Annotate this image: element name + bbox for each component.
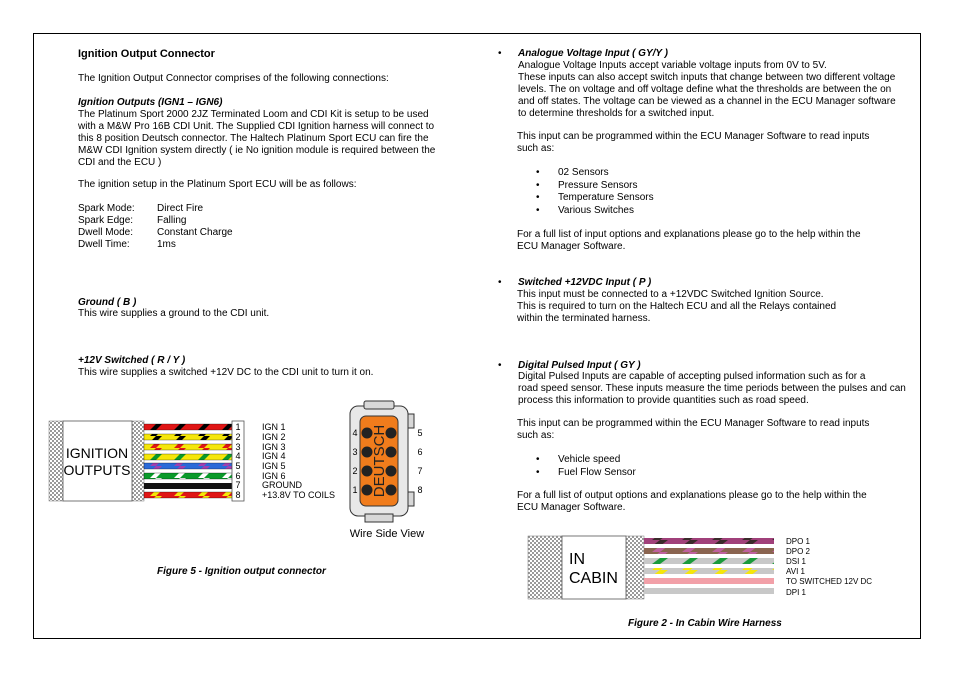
wire-label: IGN 5	[262, 461, 286, 471]
wire-label: DSI 1	[786, 557, 807, 566]
ignition-outputs-block	[63, 421, 132, 501]
digital-program-text	[517, 418, 869, 442]
wire-label: GROUND	[262, 480, 302, 490]
wire-label: IGN 2	[262, 432, 286, 442]
list-item-label: Various Switches	[558, 205, 634, 217]
wire-label: TO SWITCHED 12V DC	[786, 577, 873, 586]
setting-value: Direct Fire	[157, 203, 204, 214]
list-item-label: Pressure Sensors	[558, 179, 638, 191]
setting-label: Dwell Time:	[78, 239, 130, 250]
wire-ign3	[144, 444, 232, 450]
text-line: this 8 position Deutsch connector. The Haltech Platinum Sport ECU can fire the	[78, 133, 429, 144]
text-line: within the terminated harness.	[517, 313, 651, 324]
wire-dsi1	[644, 558, 774, 564]
wire-ign5	[144, 463, 232, 469]
bullet: •	[536, 179, 540, 191]
pin-number: 1	[235, 422, 241, 432]
wire-ign6	[144, 473, 232, 479]
text-line: ECU Manager Software.	[517, 241, 626, 252]
wire-dpo1	[644, 538, 774, 544]
intro-text: The Ignition Output Connector comprises of the following connections:	[78, 73, 389, 84]
text-line: This input can be programmed within the ECU Manager Software to read inputs	[517, 418, 870, 429]
text-line: CDI and the ECU )	[78, 157, 162, 168]
text-line: process this information to provide quantities such as road speed.	[518, 395, 809, 406]
bullet: •	[536, 167, 540, 178]
sleeve-right	[132, 421, 144, 501]
text-line: such as:	[517, 430, 555, 441]
wire-label: DPI 1	[786, 588, 807, 597]
setting-label: Spark Mode:	[78, 203, 135, 214]
list-item-label: Fuel Flow Sensor	[558, 466, 636, 478]
pin-number: 5	[235, 461, 241, 471]
connector-pin-number: 2	[352, 466, 358, 476]
sleeve-right	[626, 536, 644, 599]
text-line: levels. The on voltage and off voltage define what the thresholds are between the on	[518, 84, 892, 95]
wire-ign4	[144, 454, 232, 460]
bullet: •	[498, 48, 502, 59]
connector-pin-number: 8	[417, 485, 423, 495]
text-line: road speed sensor. These inputs measure the time periods between the pulses and can	[518, 383, 906, 394]
analogue-help-text	[517, 229, 861, 253]
section-title: Ignition Output Connector	[78, 48, 215, 60]
digital-help-text	[517, 490, 867, 514]
block-label-2: CABIN	[569, 570, 618, 587]
text-line: M&W CDI Ignition system directly ( ie No ignition module is required between the	[78, 145, 436, 156]
wire-switched-12v	[644, 578, 774, 584]
setting-label: Spark Edge:	[78, 215, 134, 226]
text-line: The Platinum Sport 2000 2JZ Terminated Loom and CDI Kit is setup to be used	[78, 109, 429, 120]
text-line: This is required to turn on the Haltech ECU and all the Relays contained	[517, 301, 837, 312]
setting-value: 1ms	[157, 239, 176, 250]
analogue-heading: Analogue Voltage Input ( GY/Y )	[518, 48, 669, 59]
deutsch-label: DEUTSCH	[371, 424, 388, 498]
wire-label: IGN 4	[262, 451, 286, 461]
connector-pin-number: 4	[352, 428, 358, 438]
setting-value: Constant Charge	[157, 227, 233, 238]
setup-text: The ignition setup in the Platinum Sport ECU will be as follows:	[78, 179, 357, 190]
pin-number: 2	[235, 432, 241, 442]
text-line: These inputs can also accept switch inputs that change between two different voltage	[518, 72, 896, 83]
in-cabin-harness-diagram	[526, 534, 906, 606]
ground-heading: Ground ( B )	[78, 297, 137, 308]
switched-body	[517, 289, 836, 325]
connector-pin-number: 6	[417, 447, 423, 457]
wire-side-view-label: Wire Side View	[349, 528, 425, 540]
connector-pin-number: 3	[352, 447, 358, 457]
bullet: •	[536, 205, 540, 217]
connector-pin-number: 7	[417, 466, 423, 476]
text-line: This input must be connected to a +12VDC Switched Ignition Source.	[517, 289, 824, 300]
wire-label: IGN 1	[262, 422, 286, 432]
figure-5-caption: Figure 5 - Ignition output connector	[157, 566, 326, 577]
ignition-outputs-heading: Ignition Outputs (IGN1 – IGN6)	[78, 97, 223, 108]
text-line: Digital Pulsed Inputs are capable of accepting pulsed information such as for a	[518, 371, 866, 382]
wire-13v8	[144, 492, 232, 498]
bullet: •	[536, 192, 540, 204]
figure-2-caption: Figure 2 - In Cabin Wire Harness	[628, 618, 782, 629]
block-label-2: OUTPUTS	[63, 462, 131, 478]
ignition-output-diagram	[48, 400, 448, 550]
block-label-1: IGNITION	[65, 445, 129, 461]
digital-heading: Digital Pulsed Input ( GY )	[518, 360, 641, 371]
bullet: •	[536, 466, 540, 478]
switched-heading: Switched +12VDC Input ( P )	[518, 277, 652, 288]
pin-number: 8	[235, 490, 241, 500]
wire-label: IGN 3	[262, 442, 286, 452]
text-line: This input can be programmed within the ECU Manager Software to read inputs	[517, 131, 870, 142]
wire-label: DPO 1	[786, 537, 811, 546]
block-label-1: IN	[569, 551, 585, 568]
v12-text: This wire supplies a switched +12V DC to the CDI unit to turn it on.	[78, 367, 374, 378]
pin-number: 3	[235, 442, 241, 452]
sleeve-left	[528, 536, 562, 599]
text-line: and off states. The voltage can be viewed as a channel in the ECU Manager software	[518, 96, 896, 107]
pin-number: 4	[235, 451, 241, 461]
wire-label: +13.8V TO COILS	[262, 490, 335, 500]
sleeve-left	[49, 421, 63, 501]
ground-text: This wire supplies a ground to the CDI unit.	[78, 308, 270, 319]
list-item-label: Vehicle speed	[558, 454, 621, 465]
ignition-outputs-body	[78, 109, 435, 169]
digital-body	[518, 371, 906, 407]
connector-pin-number: 1	[352, 485, 358, 495]
wire-avi1	[644, 568, 774, 574]
text-line: to determine thresholds for a switched input.	[518, 108, 715, 119]
v12-heading: +12V Switched ( R / Y )	[78, 355, 186, 366]
wire-dpo2	[644, 548, 774, 554]
wire-ign1	[144, 424, 232, 430]
wire-label: DPO 2	[786, 547, 811, 556]
wire-dpi1	[644, 588, 774, 594]
text-line: with a M&W Pro 16B CDI Unit. The Supplied CDI Ignition harness will connect to	[78, 121, 435, 132]
bullet: •	[498, 360, 502, 371]
bullet: •	[536, 454, 540, 465]
list-item-label: 02 Sensors	[558, 167, 609, 178]
analogue-program-text	[517, 131, 869, 155]
setting-label: Dwell Mode:	[78, 227, 134, 238]
wire-ground	[144, 483, 232, 489]
connector-pin-number: 5	[417, 428, 423, 438]
list-item-label: Temperature Sensors	[558, 192, 654, 204]
bullet: •	[498, 277, 502, 288]
text-line: such as:	[517, 143, 555, 154]
pin-number: 6	[235, 471, 241, 481]
wire-ign2	[144, 434, 232, 440]
analogue-body	[518, 60, 896, 120]
pin-number: 7	[235, 480, 241, 490]
text-line: ECU Manager Software.	[517, 502, 626, 513]
text-line: For a full list of output options and explanations please go to the help within the	[517, 490, 867, 501]
wire-label: AVI 1	[786, 567, 805, 576]
deutsch-connector	[350, 401, 414, 522]
text-line: For a full list of input options and explanations please go to the help within the	[517, 229, 861, 240]
wire-label: IGN 6	[262, 471, 286, 481]
setting-value: Falling	[157, 215, 187, 226]
text-line: Analogue Voltage Inputs accept variable voltage inputs from 0V to 5V.	[518, 60, 827, 71]
